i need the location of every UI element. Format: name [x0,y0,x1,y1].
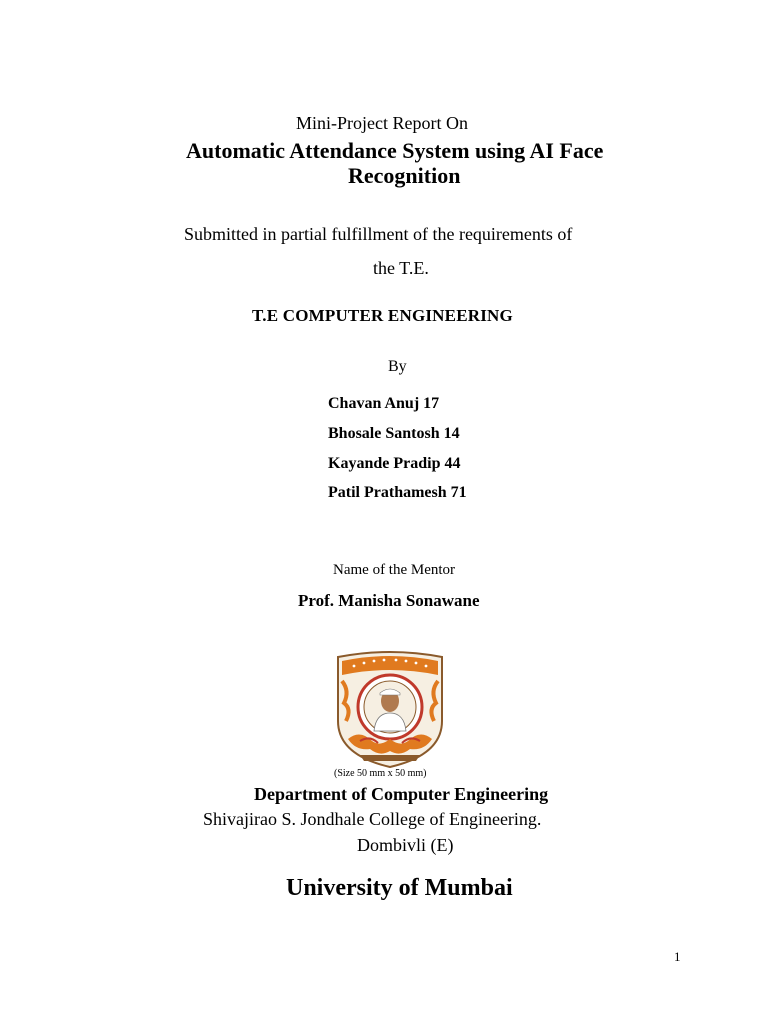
report-title-line-2: Recognition [348,163,461,188]
college-emblem-icon [330,651,450,769]
college-name: Shivajirao S. Jondhale College of Engineering. [203,809,542,829]
university-name: University of Mumbai [286,875,513,901]
submission-statement-line-1: Submitted in partial fulfillment of the requirements of [184,224,573,244]
report-title-line-1: Automatic Attendance System using AI Face [186,138,604,163]
student-name: Bhosale Santosh 14 [328,425,460,442]
program-name: T.E COMPUTER ENGINEERING [252,306,513,325]
student-name: Kayande Pradip 44 [328,455,461,472]
student-name: Patil Prathamesh 71 [328,484,467,501]
report-label: Mini-Project Report On [296,113,468,133]
mentor-label: Name of the Mentor [333,562,456,578]
student-name: Chavan Anuj 17 [328,395,440,412]
department-name: Department of Computer Engineering [254,784,549,804]
page-number: 1 [674,949,681,964]
logo-size-caption: (Size 50 mm x 50 mm) [334,768,427,779]
submission-statement-line-2: the T.E. [373,258,429,278]
college-location: Dombivli (E) [357,835,454,855]
mentor-name: Prof. Manisha Sonawane [298,591,480,610]
by-label: By [388,358,407,375]
